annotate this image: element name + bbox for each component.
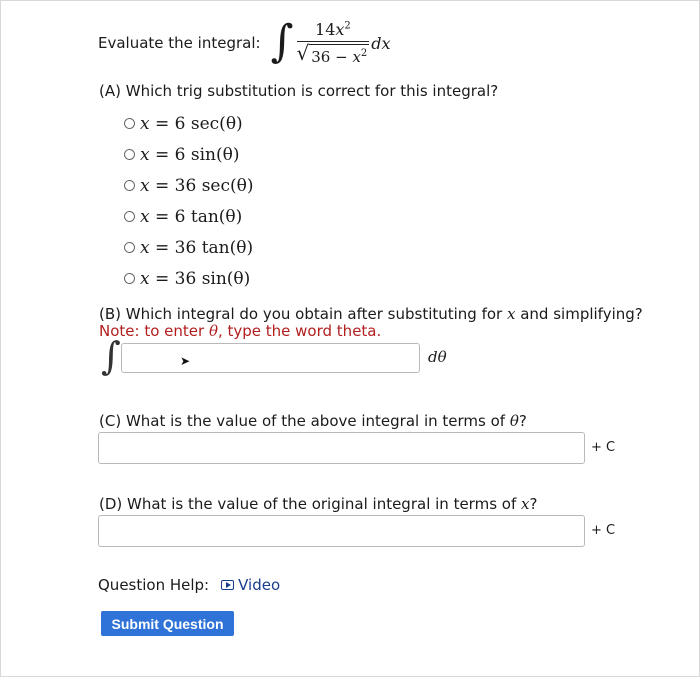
option-6-sec[interactable] bbox=[124, 108, 254, 139]
part-d-question-prefix: (D) What is the value of the original integral in terms of bbox=[99, 495, 521, 513]
video-link-label: Video bbox=[238, 576, 281, 594]
question-help bbox=[98, 576, 280, 594]
part-c-theta-symbol: θ bbox=[509, 412, 519, 430]
part-c-question bbox=[99, 412, 527, 430]
option-expression: 6 sin(θ) bbox=[174, 144, 240, 165]
option-variable: x bbox=[140, 113, 150, 134]
note-theta-symbol: θ bbox=[208, 322, 218, 340]
numerator-coefficient: 14 bbox=[315, 20, 336, 39]
denominator-constant: 36 bbox=[311, 48, 331, 66]
problem-statement bbox=[98, 14, 391, 72]
option-variable: x bbox=[140, 268, 150, 289]
part-b-question-variable: x bbox=[507, 305, 516, 323]
differential-dx: dx bbox=[371, 33, 391, 53]
denominator-variable: x bbox=[352, 48, 361, 66]
radio-button[interactable] bbox=[124, 118, 135, 129]
problem-label: Evaluate the integral: bbox=[98, 34, 261, 52]
submit-question-button[interactable]: Submit Question bbox=[101, 611, 234, 636]
part-b-note bbox=[99, 322, 381, 340]
part-d-question bbox=[99, 495, 537, 513]
denominator-minus: − bbox=[330, 48, 353, 66]
option-36-sec[interactable] bbox=[124, 170, 254, 201]
option-label: x = 36 sin(θ) bbox=[140, 268, 251, 289]
radio-button[interactable] bbox=[124, 242, 135, 253]
note-prefix: Note: to enter bbox=[99, 322, 209, 340]
sqrt-sign: √ bbox=[296, 41, 310, 65]
option-36-tan[interactable] bbox=[124, 232, 254, 263]
option-label: x = 6 sec(θ) bbox=[140, 113, 243, 134]
radio-button[interactable] bbox=[124, 273, 135, 284]
mouse-cursor-icon: ➤ bbox=[180, 354, 191, 368]
part-a-question: (A) Which trig substitution is correct for this integral? bbox=[99, 82, 499, 100]
numerator-exponent: 2 bbox=[344, 20, 351, 32]
integrand-fraction bbox=[297, 20, 370, 66]
option-expression: 36 sin(θ) bbox=[174, 268, 251, 289]
substitution-options bbox=[124, 108, 254, 294]
note-suffix: , type the word theta. bbox=[217, 322, 382, 340]
option-expression: 36 tan(θ) bbox=[174, 237, 254, 258]
option-variable: x bbox=[140, 237, 150, 258]
video-help-link[interactable] bbox=[221, 576, 280, 594]
part-b-integrand-input[interactable] bbox=[121, 343, 420, 373]
option-6-sin[interactable] bbox=[124, 139, 254, 170]
option-variable: x bbox=[140, 144, 150, 165]
option-expression: 36 sec(θ) bbox=[174, 175, 254, 196]
option-variable: x bbox=[140, 175, 150, 196]
integrand-denominator bbox=[297, 42, 370, 66]
option-label: x = 36 sec(θ) bbox=[140, 175, 254, 196]
part-b-question-suffix: and simplifying? bbox=[515, 305, 643, 323]
part-b-differential: dθ bbox=[428, 348, 447, 366]
option-expression: 6 tan(θ) bbox=[174, 206, 243, 227]
part-b-question bbox=[99, 305, 643, 323]
denominator-exponent: 2 bbox=[360, 48, 368, 59]
option-label: x = 6 sin(θ) bbox=[140, 144, 240, 165]
radio-button[interactable] bbox=[124, 180, 135, 191]
part-c-question-suffix: ? bbox=[518, 412, 527, 430]
part-b-integral-sign: ∫ bbox=[101, 334, 121, 378]
option-36-sin[interactable] bbox=[124, 263, 254, 294]
radio-button[interactable] bbox=[124, 211, 135, 222]
radio-button[interactable] bbox=[124, 149, 135, 160]
numerator-variable: x bbox=[335, 20, 345, 39]
part-c-plus-c: + C bbox=[591, 440, 616, 455]
play-icon bbox=[221, 580, 234, 590]
option-label: x = 6 tan(θ) bbox=[140, 206, 243, 227]
integrand-numerator bbox=[311, 20, 355, 41]
integral-sign: ∫ bbox=[270, 16, 294, 67]
part-c-answer-input[interactable] bbox=[98, 432, 585, 464]
option-expression: 6 sec(θ) bbox=[174, 113, 243, 134]
part-d-x-symbol: x bbox=[521, 495, 530, 513]
part-d-question-suffix: ? bbox=[529, 495, 538, 513]
part-d-answer-input[interactable] bbox=[98, 515, 585, 547]
option-label: x = 36 tan(θ) bbox=[140, 237, 254, 258]
radicand bbox=[309, 44, 369, 66]
part-b-question-prefix: (B) Which integral do you obtain after substituting for bbox=[99, 305, 507, 323]
option-variable: x bbox=[140, 206, 150, 227]
option-6-tan[interactable] bbox=[124, 201, 254, 232]
part-d-plus-c: + C bbox=[591, 523, 616, 538]
part-c-question-prefix: (C) What is the value of the above integral in terms of bbox=[99, 412, 510, 430]
question-help-label: Question Help: bbox=[98, 576, 210, 594]
